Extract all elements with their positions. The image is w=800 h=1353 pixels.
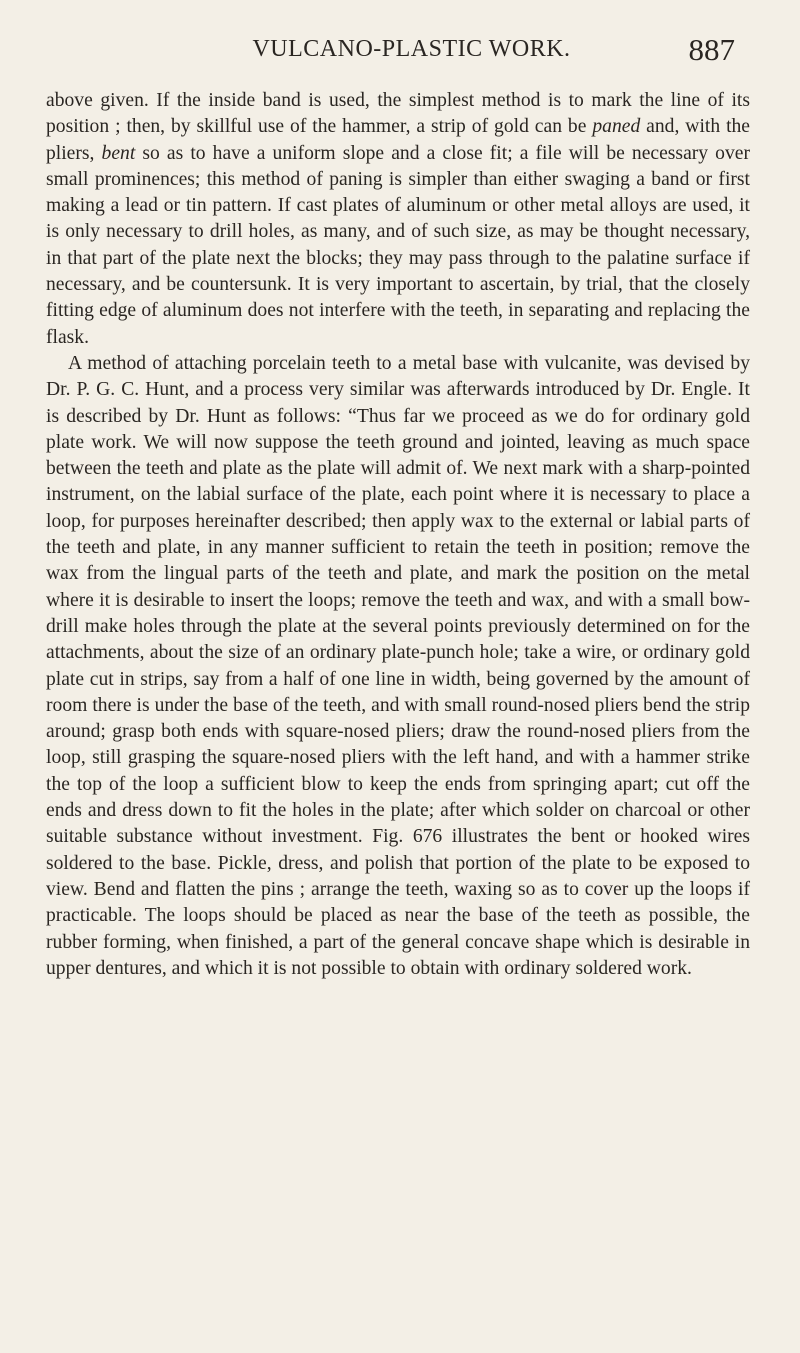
paragraph-1-text-3: so as to have a uniform slope and a close fit; a file will be necessary over small prominences; this method of paning is simpler than either swaging a band or first making a lead or tin pattern. If cast plates of aluminum or other metal alloys are used, it is only necessary to drill holes, as many, and of such size, as may be thought necessary, in that part of the plate next the blocks; they may pass through to the palatine surface if necessary, and be countersunk. It is very important to ascertain, by trial, that the closely fitting edge of aluminum does not interfere with the teeth, in separating and replacing the flask. [46,142,750,348]
paragraph-2: A method of attaching porcelain teeth to a metal base with vulcanite, was devised by Dr. P. G. C. Hunt, and a process very similar was afterwards introduced by Dr. Engle. It is described by Dr. Hunt as follows: “Thus far we proceed as we do for ordinary gold plate work. We will now suppose the teeth ground and jointed, leaving as much space between the teeth and plate as the plate will admit of. We next mark with a sharp-pointed instrument, on the labial surface of the plate, each point where it is necessary to place a loop, for purposes hereinafter described; then apply wax to the external or labial parts of the teeth and plate, in any manner sufficient to retain the teeth in position; remove the wax from the lingual parts of the teeth and plate, and mark the position on the metal where it is desirable to insert the loops; remove the teeth and wax, and with a small bow-drill make holes through the plate at the several points previously determined on for the attachments, about the size of an ordinary plate-punch hole; take a wire, or ordinary gold plate cut in strips, say from a half of one line in width, being governed by the amount of room there is under the base of the teeth, and with small round-nosed pliers bend the strip around; grasp both ends with square-nosed pliers; draw the round-nosed pliers from the loop, still grasping the square-nosed pliers with the left hand, and with a hammer strike the top of the loop a sufficient blow to keep the ends from springing apart; cut off the ends and dress down to fit the holes in the plate; after which solder on charcoal or other suitable substance without investment. Fig. 676 illustrates the bent or hooked wires soldered to the base. Pickle, dress, and polish that portion of the plate to be exposed to view. Bend and flatten the pins ; arrange the teeth, waxing so as to cover up the loops if practicable. The loops should be placed as near the base of the teeth as possible, the rubber forming, when finished, a part of the general concave shape which is desirable in upper dentures, and which it is not possible to obtain with ordinary soldered work. [46,352,750,979]
body-text [46,88,750,982]
running-title: VULCANO-PLASTIC WORK. [252,36,571,62]
paragraph-1-text-2: and, with the pliers, [46,116,751,164]
page-number: 887 [688,32,735,67]
paragraph-1 [46,88,750,351]
italic-word-bent: bent [101,142,136,164]
paragraph-1-text: above given. If the inside band is used, the simplest method is to mark the line of its position ; then, by skillful use of the hammer, a strip of gold can be [46,90,750,138]
running-head [88,32,735,76]
italic-word-paned: paned [592,116,641,138]
